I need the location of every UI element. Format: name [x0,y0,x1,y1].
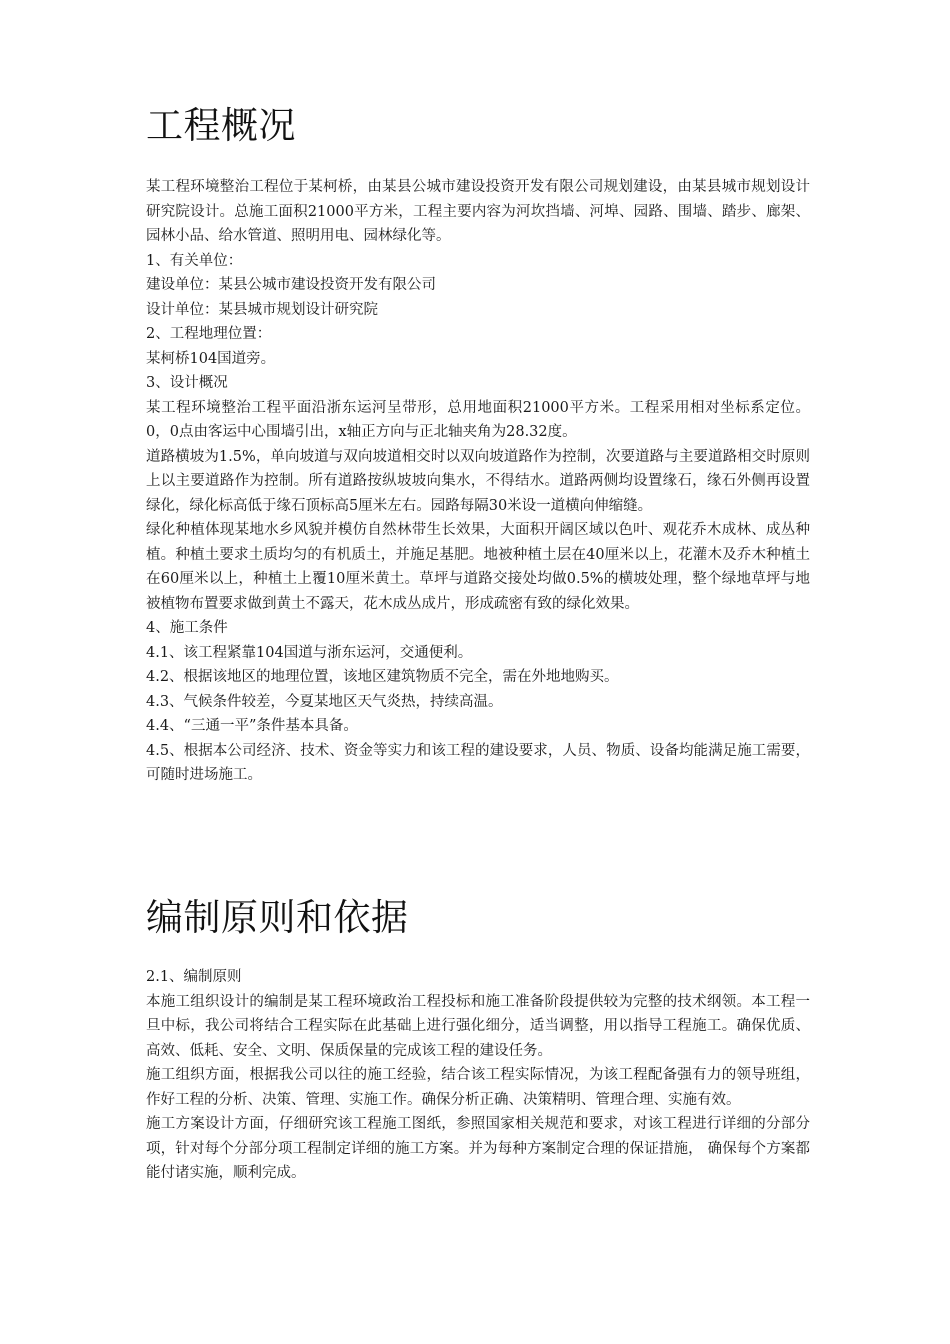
paragraph: 3、设计概况 [146,375,228,391]
paragraph: 4.4、“三通一平”条件基本具备。 [146,718,358,734]
paragraph: 某柯桥104国道旁。 [146,350,276,367]
paragraph: 某工程环境整治工程位于某柯桥，由某县公城市建设投资开发有限公司规划建设，由某县城市规划设计研究院设计。总施工面积21000平方米，工程主要内容为河坎挡墙、河埠、园路、围墙、踏步、廊架、园林小品、给水管道、照明用电、园林绿化等。 [146,179,810,244]
paragraph: 2、工程地理位置： [146,326,272,342]
paragraph: 4.2、根据该地区的地理位置，该地区建筑物质不完全，需在外地地购买。 [146,669,619,685]
paragraph: 2.1、编制原则 [146,969,242,985]
paragraph: 设计单位：某县城市规划设计研究院 [146,301,378,318]
paragraph: 某工程环境整治工程平面沿浙东运河呈带形，总用地面积21000平方米。工程采用相对坐标系定位。0，0点由客运中心围墙引出，x轴正方向与正北轴夹角为28.32度。 [146,399,810,440]
paragraph: 建设单位：某县公城市建设投资开发有限公司 [146,277,436,293]
paragraph: 施工方案设计方面，仔细研究该工程施工图纸，参照国家相关规范和要求，对该工程进行详细的分部分项，针对每个分部分项工程制定详细的施工方案。并为每种方案制定合理的保证措施， 确保每个方案都能付诸实施，顺利完成。 [146,1116,810,1181]
section-body-principles [146,965,810,1186]
paragraph: 1、有关单位： [146,252,243,269]
paragraph: 施工组织方面，根据我公司以往的施工经验，结合该工程实际情况，为该工程配备强有力的领导班组，作好工程的分析、决策、管理、实施工作。确保分析正确、决策精明、管理合理、实施有效。 [146,1067,810,1108]
paragraph: 绿化种植体现某地水乡风貌并模仿自然林带生长效果，大面积开阔区域以色叶、观花乔木成林、成丛种植。种植土要求土质均匀的有机质土，并施足基肥。地被种植土层在40厘米以上，花灌木及乔木种植土在60厘米以上，种植土上覆10厘米黄土。草坪与道路交接处均做0.5%的横坡处理，整个绿地草坪与地被植物布置要求做到黄土不露天，花木成丛成片，形成疏密有致的绿化效果。 [146,522,810,612]
section-body-project-overview [146,175,810,788]
paragraph: 道路横坡为1.5%，单向坡道与双向坡道相交时以双向坡道路作为控制，次要道路与主要道路相交时原则上以主要道路作为控制。所有道路按纵坡坡向集水，不得结水。道路两侧均设置缘石，缘石外侧再设置绿化，绿化标高低于缘石顶标高5厘米左右。园路每隔30米设一道横向伸缩缝。 [146,448,810,514]
paragraph: 本施工组织设计的编制是某工程环境政治工程投标和施工准备阶段提供较为完整的技术纲领。本工程一旦中标，我公司将结合工程实际在此基础上进行强化细分，适当调整，用以指导工程施工。确保优质、高效、低耗、安全、文明、保质保量的完成该工程的建设任务。 [146,993,810,1059]
paragraph: 4.5、根据本公司经济、技术、资金等实力和该工程的建设要求，人员、物质、设备均能满足施工需要，可随时进场施工。 [146,742,810,783]
section-heading-project-overview: 工程概况 [146,104,296,147]
paragraph: 4.1、该工程紧靠104国道与浙东运河，交通便利。 [146,644,473,661]
section-heading-principles: 编制原则和依据 [146,896,409,939]
paragraph: 4、施工条件 [146,620,228,636]
paragraph: 4.3、气候条件较差，今夏某地区天气炎热，持续高温。 [146,693,503,710]
